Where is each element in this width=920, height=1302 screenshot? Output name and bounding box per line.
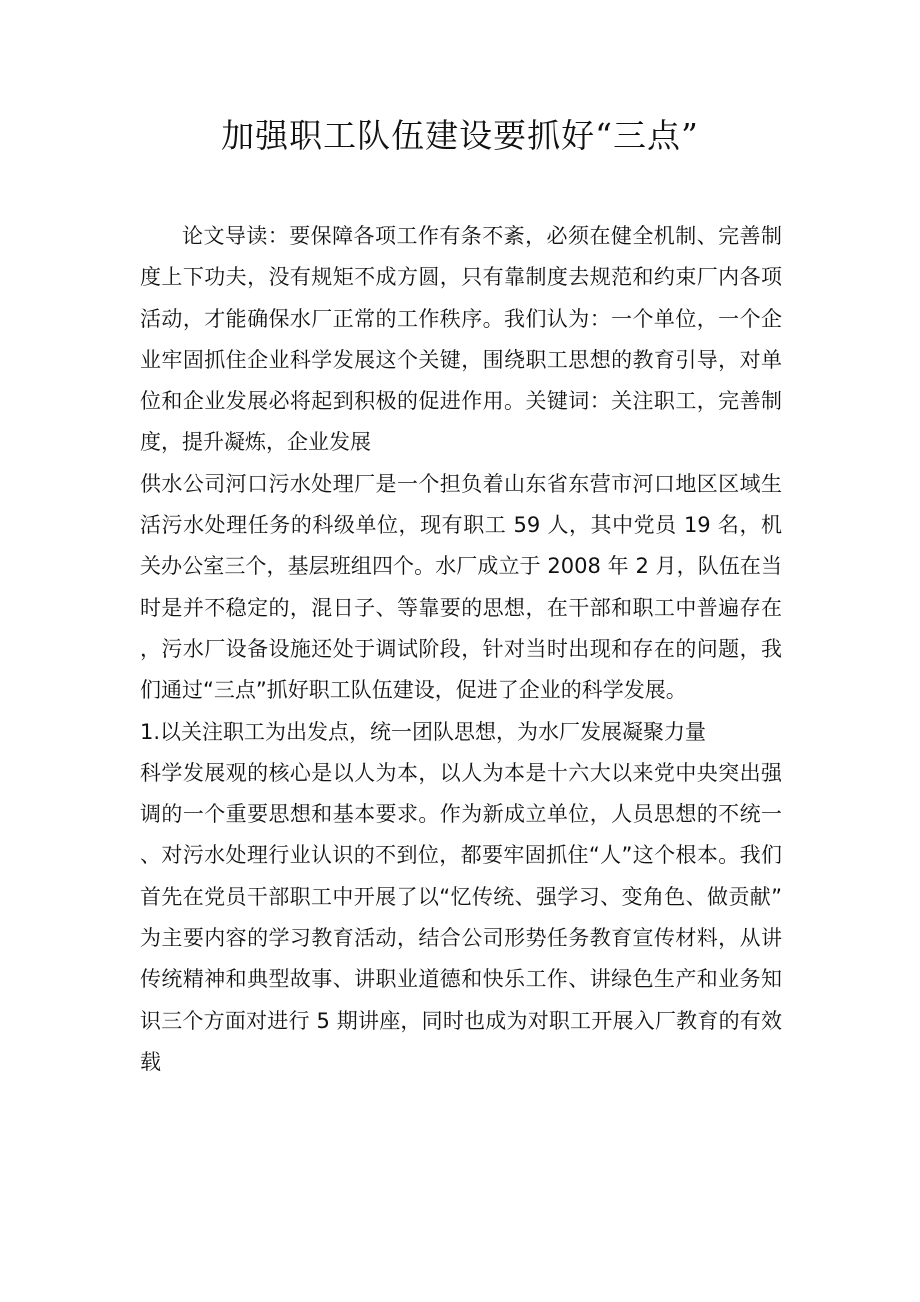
section-paragraph: 科学发展观的核心是以人为本，以人为本是十六大以来党中央突出强调的一个重要思想和基本要求。作为新成立单位，人员思想的不统一、对污水处理行业认识的不到位，都要牢固抓住“人”这个根本。我们首先在党员干部职工中开展了以“忆传统、强学习、变角色、做贡献”为主要内容的学习教育活动，结合公司形势任务教育宣传材料，从讲传统精神和典型故事、讲职业道德和快乐工作、讲绿色生产和业务知识三个方面对进行 5 期讲座，同时也成为对职工开展入厂教育的有效载 xyxy=(140,760,782,1074)
intro-paragraph: 供水公司河口污水处理厂是一个担负着山东省东营市河口地区区域生活污水处理任务的科级单位，现有职工 59 人，其中党员 19 名，机关办公室三个，基层班组四个。水厂成立于 2008 年 2 月，队伍在当时是并不稳定的，混日子、等靠要的思想，在干部和职工中普遍存在，污水厂设备设施还处于调试阶段，针对当时出现和存在的问题，我们通过“三点”抓好职工队伍建设，促进了企业的科学发展。 xyxy=(140,471,782,703)
document-body xyxy=(140,216,782,1083)
abstract-paragraph: 论文导读：要保障各项工作有条不紊，必须在健全机制、完善制度上下功夫，没有规矩不成方圆，只有靠制度去规范和约束厂内各项活动，才能确保水厂正常的工作秩序。我们认为：一个单位，一个企业牢固抓住企业科学发展这个关键，围绕职工思想的教育引导，对单位和企业发展必将起到积极的促进作用。关键词：关注职工，完善制度，提升凝炼，企业发展 xyxy=(140,224,782,455)
document-title: 加强职工队伍建设要抓好“三点” xyxy=(221,116,699,155)
section-heading: 1.以关注职工为出发点，统一团队思想，为水厂发展凝聚力量 xyxy=(140,719,707,744)
